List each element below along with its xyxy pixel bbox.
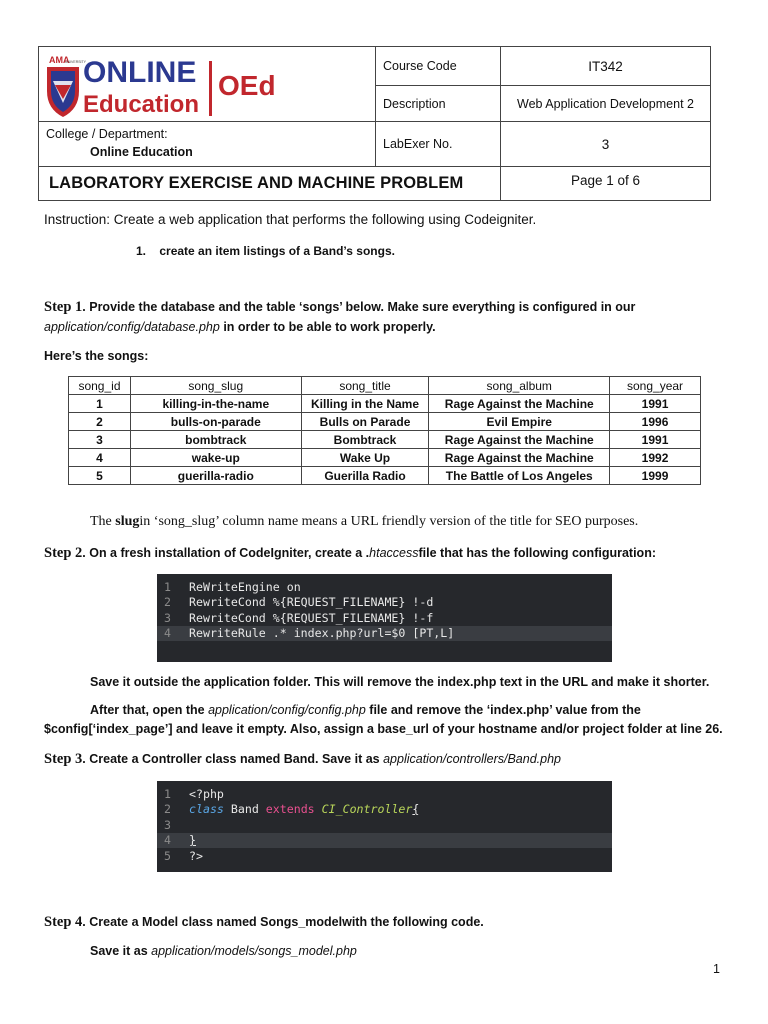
slug-note-bold: slug (115, 514, 140, 529)
cell: 2 (69, 413, 131, 431)
code-text: RewriteCond %{REQUEST_FILENAME} !-d (189, 595, 434, 610)
step1-line1 (44, 299, 635, 316)
table-row (69, 467, 701, 485)
labexer-label: LabExer No. (375, 121, 501, 167)
cell: guerilla-radio (130, 467, 301, 485)
cell: wake-up (130, 449, 301, 467)
band-code-block (157, 781, 612, 872)
code-brace: { (412, 802, 420, 817)
department-value: Online Education (90, 145, 193, 159)
list-item-1: 1. create an item listings of a Band’s songs. (136, 244, 395, 258)
code-class-name: CI_Controller (321, 802, 413, 817)
save-model-line (90, 944, 357, 958)
step2-text-b: file that has the following configuration: (418, 546, 656, 560)
code-line (157, 595, 612, 611)
step3-path: application/controllers/Band.php (383, 752, 561, 766)
cell: Guerilla Radio (301, 467, 429, 485)
code-space (315, 802, 322, 816)
step1-text-a: . Provide the database and the table ‘songs’ below. Make sure everything is configured in our (82, 300, 636, 314)
code-line-current (157, 833, 612, 849)
cell: Bombtrack (301, 431, 429, 449)
code-line (157, 848, 612, 864)
save-model-path: application/models/songs_model.php (151, 944, 357, 958)
step4-label: Step 4 (44, 914, 83, 930)
cell: killing-in-the-name (130, 395, 301, 413)
labexer-value: 3 (500, 121, 711, 167)
code-text: Band (223, 802, 266, 817)
code-line (157, 802, 612, 818)
cell: Rage Against the Machine (429, 431, 610, 449)
svg-text:Education: Education (83, 91, 200, 118)
document-title: LABORATORY EXERCISE AND MACHINE PROBLEM (38, 166, 501, 201)
cell: Evil Empire (429, 413, 610, 431)
slug-note (90, 514, 638, 530)
step4-text-a: . Create a Model class named Songs_model (82, 915, 343, 929)
cell: bulls-on-parade (130, 413, 301, 431)
cell: 3 (69, 431, 131, 449)
save-model-pre: Save it as (90, 944, 152, 958)
after-note-pre: After that, open the (90, 703, 209, 717)
cell: 1996 (610, 413, 701, 431)
course-code-label: Course Code (375, 46, 501, 86)
code-line (157, 579, 612, 595)
col-header: song_album (429, 377, 610, 395)
cell: Killing in the Name (301, 395, 429, 413)
code-text: RewriteRule .* index.php?url=$0 [PT,L] (189, 626, 455, 641)
slug-note-pre: The (90, 514, 116, 529)
line-number: 1 (164, 786, 171, 801)
cell: Rage Against the Machine (429, 395, 610, 413)
svg-text:OEd: OEd (218, 70, 276, 101)
step1-text-b: in order to be able to work properly. (219, 320, 436, 334)
line-number: 4 (164, 833, 171, 848)
cell: The Battle of Los Angeles (429, 467, 610, 485)
table-row (69, 431, 701, 449)
svg-text:UNIVERSITY: UNIVERSITY (65, 60, 87, 64)
line-number: 5 (164, 848, 171, 863)
department-cell (38, 121, 376, 167)
cell: 1999 (610, 467, 701, 485)
line-number: 3 (164, 817, 171, 832)
online-education-logo (43, 51, 373, 119)
htaccess-code-block (157, 574, 612, 662)
step2-file: htaccess (369, 546, 419, 560)
code-text: ?> (189, 848, 203, 863)
table-header-row (69, 377, 701, 395)
code-text: <?php (189, 786, 224, 801)
cell: Bulls on Parade (301, 413, 429, 431)
code-keyword-extends: extends (265, 802, 315, 817)
code-line (157, 786, 612, 802)
table-row (69, 449, 701, 467)
svg-text:AMA: AMA (49, 55, 70, 65)
cell: bombtrack (130, 431, 301, 449)
songs-intro: Here’s the songs: (44, 349, 149, 363)
svg-text:ONLINE: ONLINE (83, 56, 197, 89)
step4-text-b: with the following code. (342, 915, 484, 929)
logo-cell (38, 46, 376, 122)
step1-line2 (44, 320, 436, 334)
line-number: 1 (164, 579, 171, 594)
code-keyword: class (189, 802, 224, 817)
code-text: RewriteCond %{REQUEST_FILENAME} !-f (189, 610, 434, 625)
step4-line (44, 914, 484, 931)
page-number: 1 (713, 962, 720, 976)
description-value: Web Application Development 2 (500, 85, 711, 122)
step1-label: Step 1 (44, 299, 83, 315)
cell: 4 (69, 449, 131, 467)
after-note-line1 (90, 703, 641, 717)
line-number: 3 (164, 610, 171, 625)
code-line (157, 817, 612, 833)
line-number: 4 (164, 626, 171, 641)
col-header: song_slug (130, 377, 301, 395)
table-row (69, 395, 701, 413)
slug-note-post: in ‘song_slug’ column name means a URL friendly version of the title for SEO purposes. (139, 514, 639, 529)
cell: 1992 (610, 449, 701, 467)
step3-line (44, 751, 561, 768)
col-header: song_id (69, 377, 131, 395)
line-number: 2 (164, 595, 171, 610)
step1-path: application/config/database.php (44, 320, 220, 334)
songs-table (68, 376, 701, 485)
save-note: Save it outside the application folder. This will remove the index.php text in the URL and make it shorter. (90, 675, 710, 689)
step2-line (44, 545, 656, 562)
description-label: Description (375, 85, 501, 122)
instruction-text: Instruction: Create a web application that performs the following using Codeigniter. (44, 212, 537, 227)
code-text: ReWriteEngine on (189, 579, 301, 594)
after-note-line2: $config[‘index_page’] and leave it empty. Also, assign a base_url of your hostname and/or project folder at line 26. (44, 722, 723, 736)
step3-label: Step 3 (44, 751, 83, 767)
line-number: 2 (164, 802, 171, 817)
cell: 1 (69, 395, 131, 413)
table-row (69, 413, 701, 431)
cell: 5 (69, 467, 131, 485)
cell: Rage Against the Machine (429, 449, 610, 467)
cell: 1991 (610, 431, 701, 449)
step2-text-a: . On a fresh installation of CodeIgniter, create a . (82, 546, 370, 560)
department-label: College / Department: (46, 127, 168, 141)
code-line-current (157, 626, 612, 642)
col-header: song_year (610, 377, 701, 395)
after-note-path: application/config/config.php (208, 703, 366, 717)
step2-label: Step 2 (44, 545, 83, 561)
code-text: } (189, 833, 196, 848)
step3-text-a: . Create a Controller class named Band. Save it as (82, 752, 384, 766)
cell: 1991 (610, 395, 701, 413)
col-header: song_title (301, 377, 429, 395)
cell: Wake Up (301, 449, 429, 467)
course-code-value: IT342 (500, 46, 711, 86)
page-indicator: Page 1 of 6 (500, 166, 711, 201)
code-line (157, 610, 612, 626)
after-note-post: file and remove the ‘index.php’ value from the (365, 703, 641, 717)
